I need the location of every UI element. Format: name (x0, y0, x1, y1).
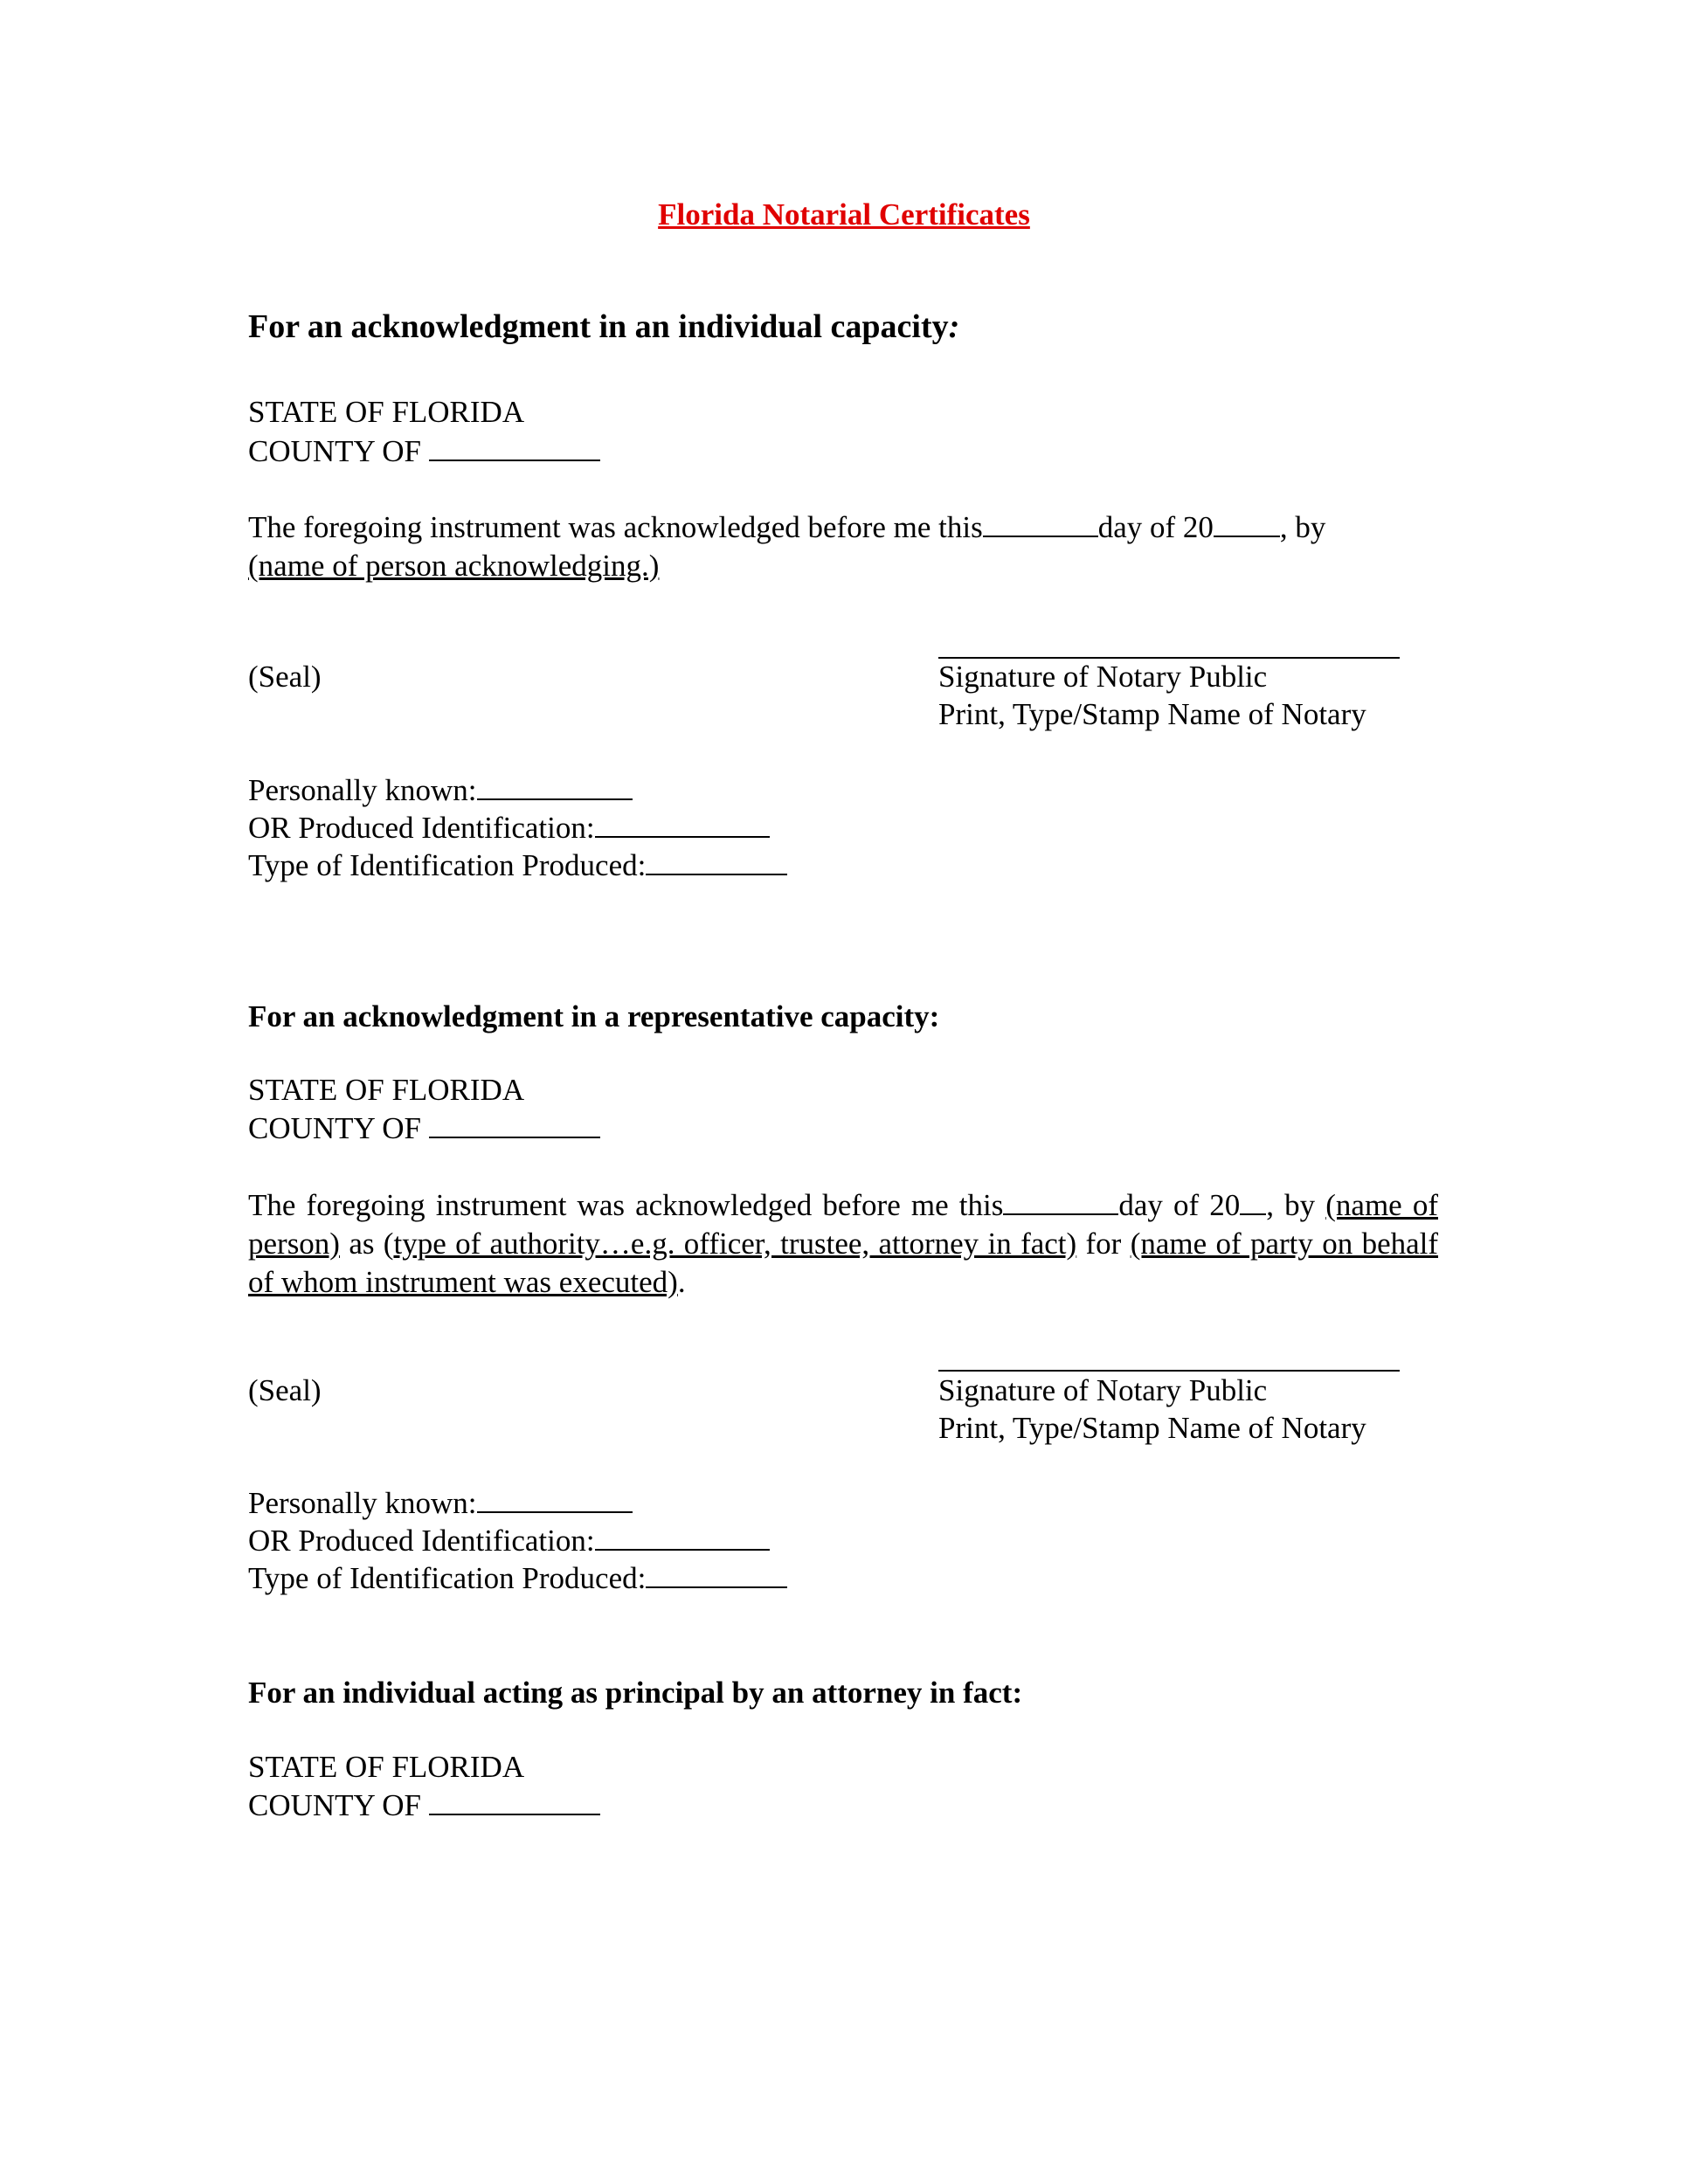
state-line: STATE OF FLORIDA (248, 1750, 525, 1784)
year-blank[interactable] (1240, 1187, 1266, 1215)
county-blank[interactable] (429, 1110, 600, 1138)
county-line: COUNTY OF (248, 1787, 600, 1823)
state-line: STATE OF FLORIDA (248, 395, 525, 429)
print-name-label: Print, Type/Stamp Name of Notary (938, 697, 1366, 731)
print-name-label: Print, Type/Stamp Name of Notary (938, 1411, 1366, 1445)
personally-known-line: Personally known: (248, 772, 633, 808)
section-heading-representative: For an acknowledgment in a representative capacity: (248, 999, 940, 1033)
produced-id-blank[interactable] (595, 810, 770, 838)
id-type-blank[interactable] (646, 847, 787, 875)
produced-id-line: OR Produced Identification: (248, 1523, 770, 1559)
signature-line[interactable] (938, 1370, 1400, 1372)
acknowledgment-paragraph: The foregoing instrument was acknowledged before me this day of 20 , by (name of person) as (type of authority…e.g. officer, trustee, attorney in fact) for (name of party on behalf of whom instrument was executed). (248, 1188, 1439, 1299)
acknowledgment-paragraph: The foregoing instrument was acknowledged before me this day of 20 , by (name of person acknowledging.) (248, 510, 1326, 583)
signature-label: Signature of Notary Public (938, 660, 1268, 694)
type-of-authority-field: type of authority…e.g. officer, trustee, attorney in fact) (393, 1227, 1077, 1261)
day-blank[interactable] (983, 509, 1098, 537)
id-type-line: Type of Identification Produced: (248, 1560, 787, 1596)
county-line: COUNTY OF (248, 433, 600, 469)
county-blank[interactable] (429, 1787, 600, 1815)
personally-known-blank[interactable] (477, 1485, 633, 1513)
seal-label: (Seal) (248, 1373, 322, 1407)
name-of-person-field: (name of person) (248, 1188, 1438, 1261)
section-heading-individual: For an acknowledgment in an individual capacity: (248, 308, 960, 345)
state-line: STATE OF FLORIDA (248, 1073, 525, 1107)
name-of-person-field: (name of person acknowledging.) (248, 549, 660, 583)
signature-label: Signature of Notary Public (938, 1373, 1268, 1407)
county-line: COUNTY OF (248, 1110, 600, 1146)
signature-line[interactable] (938, 657, 1400, 659)
year-blank[interactable] (1214, 509, 1280, 537)
id-type-line: Type of Identification Produced: (248, 847, 787, 883)
personally-known-blank[interactable] (477, 772, 633, 800)
id-type-blank[interactable] (646, 1560, 787, 1588)
personally-known-line: Personally known: (248, 1485, 633, 1521)
produced-id-line: OR Produced Identification: (248, 810, 770, 846)
day-blank[interactable] (1003, 1187, 1118, 1215)
section-heading-attorney-in-fact: For an individual acting as principal by an attorney in fact: (248, 1676, 1023, 1710)
party-name-field: (name of party on behalf of whom instrument was executed) (248, 1227, 1439, 1299)
county-blank[interactable] (429, 433, 600, 461)
document-title: Florida Notarial Certificates (658, 197, 1030, 232)
seal-label: (Seal) (248, 660, 322, 694)
produced-id-blank[interactable] (595, 1523, 770, 1551)
